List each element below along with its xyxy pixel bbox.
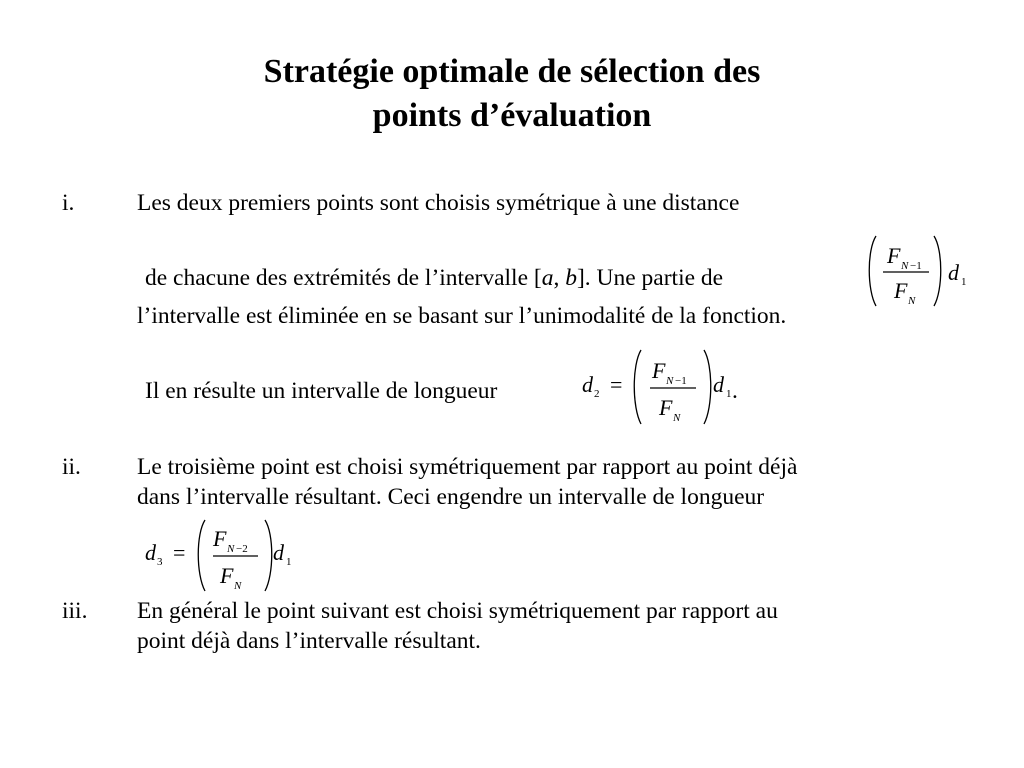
item-i-line-4: Il en résulte un intervalle de longueur [145, 378, 498, 404]
numerator-sub-op: −1 [910, 260, 922, 272]
lhs-d: d [582, 372, 593, 397]
item-i-line-1: Les deux premiers points sont choisis symétrique à une distance [137, 190, 740, 216]
item-ii-marker: ii. [62, 454, 81, 480]
numerator-sub-op: −2 [236, 543, 248, 555]
item-i-line-4-end: . [732, 378, 738, 404]
denominator-f: F [894, 278, 908, 303]
denominator-f: F [659, 395, 673, 420]
formula-2-svg [580, 346, 740, 430]
lhs-sub: 2 [594, 388, 600, 400]
numerator-f: F [887, 243, 901, 268]
right-paren [934, 236, 941, 306]
slide-title [0, 50, 1024, 138]
right-paren [265, 520, 272, 591]
factor-d: d [948, 260, 959, 285]
numerator-f: F [213, 526, 227, 551]
numerator-sub-n: N [666, 375, 674, 387]
item-i-line-2-text: de chacune des extrémités de l’intervalle [ [145, 265, 542, 291]
equals-sign: = [610, 372, 623, 397]
item-iii-marker: iii. [62, 598, 88, 624]
formula-fraction-d1 [866, 232, 976, 312]
numerator-sub-n: N [227, 543, 235, 555]
item-ii-line-1: Le troisième point est choisi symétriquement par rapport au point déjà [137, 454, 798, 480]
formula-3-svg [143, 516, 303, 596]
left-paren [634, 350, 641, 424]
factor-sub: 1 [961, 276, 967, 288]
formula-d3 [143, 516, 303, 596]
numerator-sub-n: N [901, 260, 909, 272]
denominator-sub-n: N [234, 580, 242, 592]
interval-a: a [541, 265, 554, 291]
denominator-f: F [220, 563, 234, 588]
factor-sub: 1 [726, 388, 732, 400]
left-paren [869, 236, 876, 306]
lhs-d: d [145, 540, 156, 565]
item-i-line-2-end: ]. Une partie de [576, 265, 724, 291]
numerator-f: F [652, 358, 666, 383]
title-line-2: points d’évaluation [372, 97, 652, 134]
item-ii-line-2: dans l’intervalle résultant. Ceci engendre un intervalle de longueur [137, 484, 765, 510]
item-iii-line-2: point déjà dans l’intervalle résultant. [137, 628, 481, 654]
item-i-line-3: l’intervalle est éliminée en se basant sur l’unimodalité de la fonction. [137, 303, 787, 329]
factor-sub: 1 [286, 556, 292, 568]
item-iii-line-1: En général le point suivant est choisi symétriquement par rapport au [137, 598, 778, 624]
right-paren [704, 350, 711, 424]
interval-b: b [565, 265, 577, 291]
item-i-line-2 [145, 263, 723, 293]
interval-comma: , [553, 265, 566, 291]
title-line-1: Stratégie optimale de sélection des [263, 53, 761, 90]
factor-d: d [273, 540, 284, 565]
item-i-marker: i. [62, 190, 75, 216]
formula-d2 [580, 346, 740, 430]
numerator-sub-op: −1 [675, 375, 687, 387]
equals-sign: = [173, 540, 186, 565]
factor-d: d [713, 372, 724, 397]
lhs-sub: 3 [157, 556, 163, 568]
denominator-sub-n: N [673, 412, 681, 424]
formula-1-svg [866, 232, 976, 312]
left-paren [198, 520, 205, 591]
denominator-sub-n: N [908, 295, 916, 307]
